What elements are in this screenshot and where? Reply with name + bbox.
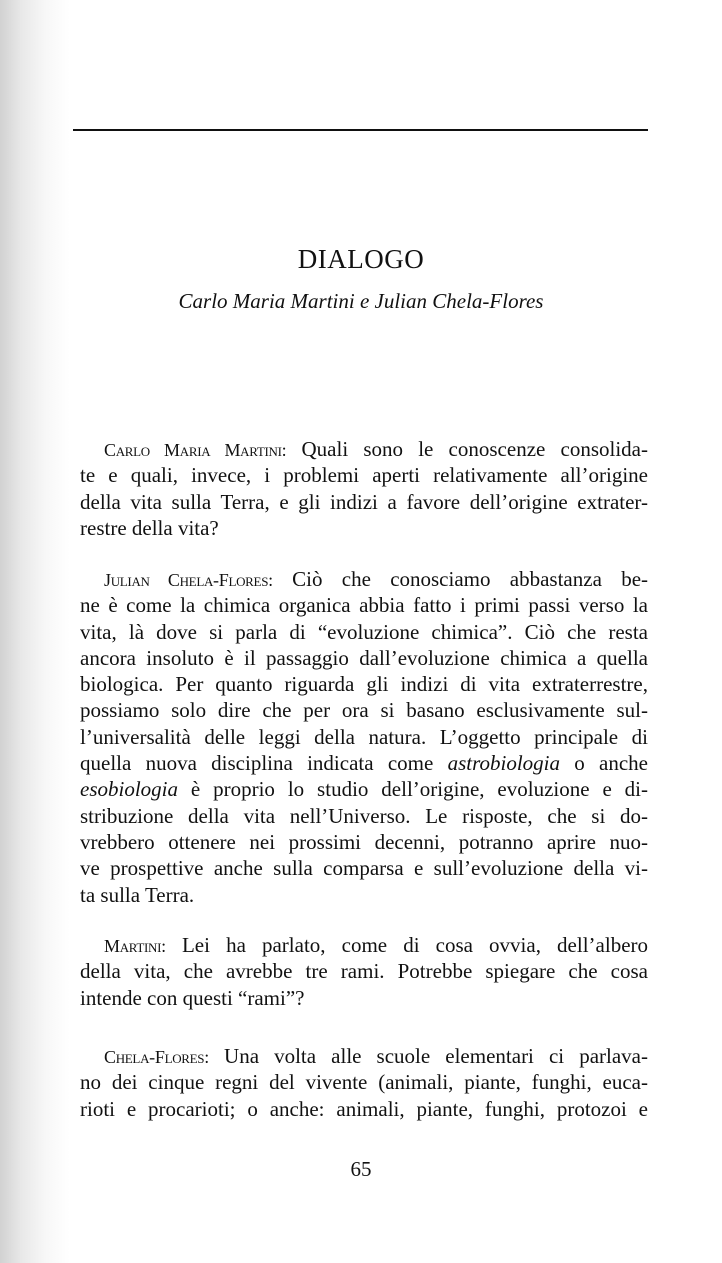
- text-line-content: Lei ha parlato, come di cosa ovvia, dell’albero: [181, 933, 649, 957]
- text-line: restre della vita?: [80, 515, 219, 540]
- text-line: della vita sulla Terra, e gli indizi a favore dell’origine extrater-: [80, 489, 648, 514]
- header-rule: [73, 129, 648, 131]
- italic-term-esobiologia: esobiologia: [80, 777, 178, 802]
- speaker-label: Chela-Flores:: [104, 1047, 209, 1067]
- text-line-content: Quali sono le conoscenze consolida-: [301, 437, 648, 461]
- speaker-label: Julian Chela-Flores:: [104, 570, 273, 590]
- paragraph-martini-1: [80, 436, 648, 541]
- text-line: [80, 566, 648, 592]
- text-line-content: Ciò che conosciamo abbastanza be-: [292, 567, 649, 591]
- text-line: vrebbero ottenere nei prossimi decenni, potranno aprire nuo-: [80, 829, 648, 854]
- text-line: biologica. Per quanto riguarda gli indizi di vita extraterrestre,: [80, 672, 648, 697]
- text-line: possiamo solo dire che per ora si basano esclusivamente sul-: [80, 698, 648, 723]
- speaker-label: Carlo Maria Martini:: [104, 440, 287, 460]
- text-line: vita, là dove si parla di “evoluzione chimica”. Ciò che resta: [80, 619, 648, 644]
- chapter-authors: Carlo Maria Martini e Julian Chela-Flores: [178, 289, 544, 313]
- text-line: [80, 1043, 648, 1069]
- text-line: ve prospettive anche sulla comparsa e sull’evoluzione della vi-: [80, 856, 648, 881]
- text-line: della vita, che avrebbe tre rami. Potrebbe spiegare che cosa: [80, 959, 648, 984]
- chapter-title: DIALOGO: [297, 244, 425, 274]
- text-fragment: quella nuova disciplina indicata come: [80, 751, 448, 776]
- text-line: rioti e procarioti; o anche: animali, piante, funghi, protozoi e: [80, 1096, 648, 1121]
- text-fragment: o anche: [559, 751, 648, 776]
- text-line: l’universalità delle leggi della natura. L’oggetto principale di: [80, 724, 648, 749]
- text-line: [80, 932, 648, 958]
- text-line: te e quali, invece, i problemi aperti relativamente all’origine: [80, 463, 648, 488]
- text-line: ancora insoluto è il passaggio dall’evoluzione chimica a quella: [80, 645, 648, 670]
- paragraph-chela-flores-1: [80, 566, 648, 908]
- text-line: no dei cinque regni del vivente (animali, piante, funghi, euca-: [80, 1070, 648, 1095]
- text-line: [80, 750, 648, 776]
- text-line: [80, 436, 648, 462]
- paragraph-chela-flores-2: [80, 1043, 648, 1122]
- text-line: ne è come la chimica organica abbia fatto i primi passi verso la: [80, 593, 648, 618]
- text-line: [80, 776, 648, 802]
- text-line: intende con questi “rami”?: [80, 985, 305, 1010]
- page-spine-shadow: [0, 0, 70, 1263]
- italic-term-astrobiologia: astrobiologia: [447, 751, 560, 776]
- text-fragment: è proprio lo studio dell’origine, evoluzione e di-: [178, 777, 648, 802]
- paragraph-martini-2: [80, 932, 648, 1011]
- text-line: ta sulla Terra.: [80, 882, 195, 907]
- page-number: 65: [350, 1157, 372, 1181]
- text-line: stribuzione della vita nell’Universo. Le risposte, che si do-: [80, 803, 648, 828]
- text-line-content: Una volta alle scuole elementari ci parlava-: [224, 1044, 648, 1068]
- speaker-label: Martini:: [104, 936, 166, 956]
